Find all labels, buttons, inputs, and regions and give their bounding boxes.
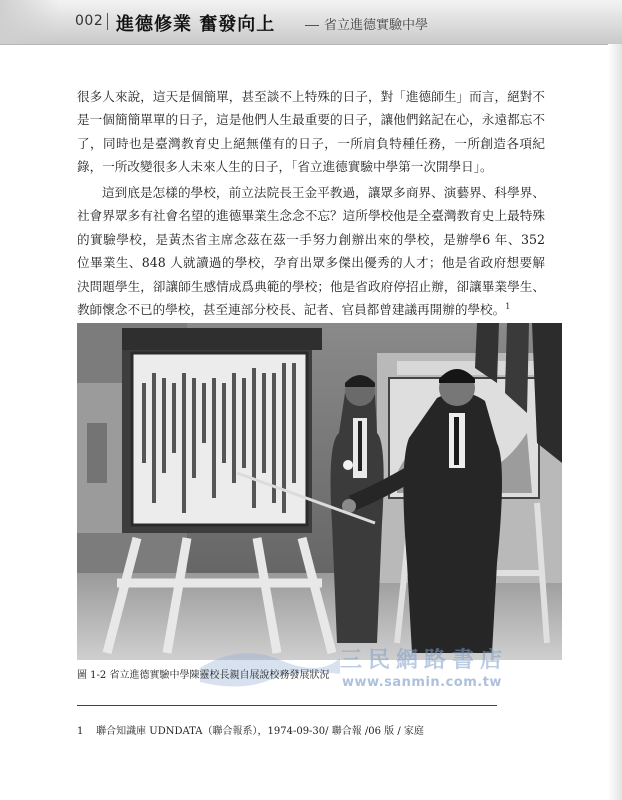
photo-illustration [77,323,562,660]
footnote-text: 聯合知識庫 UDNDATA（聯合報系），1974-09-30/ 聯合報 /06 版 / 家庭 [96,726,424,737]
page-edge-shadow [608,44,622,800]
footnote-marker: 1 [505,301,511,311]
figure-caption: 圖 1-2 省立進德實驗中學陳靈校長親自展說校務發展狀況 [77,670,330,681]
footnote-number: 1 [77,726,84,737]
subtitle-dash [305,25,319,26]
running-header [0,0,622,45]
watermark-url: www.sanmin.com.tw [342,675,502,690]
chapter-title: 進德修業 奮發向上 [116,14,276,35]
page-number: 002 [75,13,104,29]
footnote [77,722,424,737]
paragraph-2-text: 這到底是怎樣的學校，前立法院長王金平教過，讓眾多商界、演藝界、科學界、社會界眾多有社會名望的進德畢業生念念不忘？這所學校他是全臺灣教育史上最特殊的實驗學校，是黃杰省主席念茲在茲一手努力創辦出來的學校，是辦學6 年、352 位畢業生、848 人就讀過的學校，孕育出眾多傑出優秀的人才；他是省政府想要解決問題學生，卻讓師生感情成爲典範的學校；他是省政府停招止辦，卻讓畢業學生、教師懷念不已的學校，甚至連部分校長、記者、官員都曾建議再開辦的學校。 [77,184,545,318]
book-subtitle [305,14,428,33]
footnote-divider [77,705,497,706]
paragraph-2 [77,181,545,322]
watermark-text: 三民網路書店 [340,648,509,673]
historical-photo [77,323,562,660]
paragraph-1: 很多人來說，這天是個簡單，甚至談不上特殊的日子，對「進德師生」而言，絕對不是一個簡簡單單的日子，這是他們人生最重要的日子，讓他們銘記在心，永遠都忘不了，同時也是臺灣教育史上絕無僅有的日子，一所肩負特種任務，一所創造各項紀錄，一所改變很多人未來人生的日子，「省立進德實驗中學第一次開學日」。 [77,88,545,175]
book-subtitle-text: 省立進德實驗中學 [324,18,429,33]
header-separator [107,13,108,30]
header-shade [0,0,60,44]
